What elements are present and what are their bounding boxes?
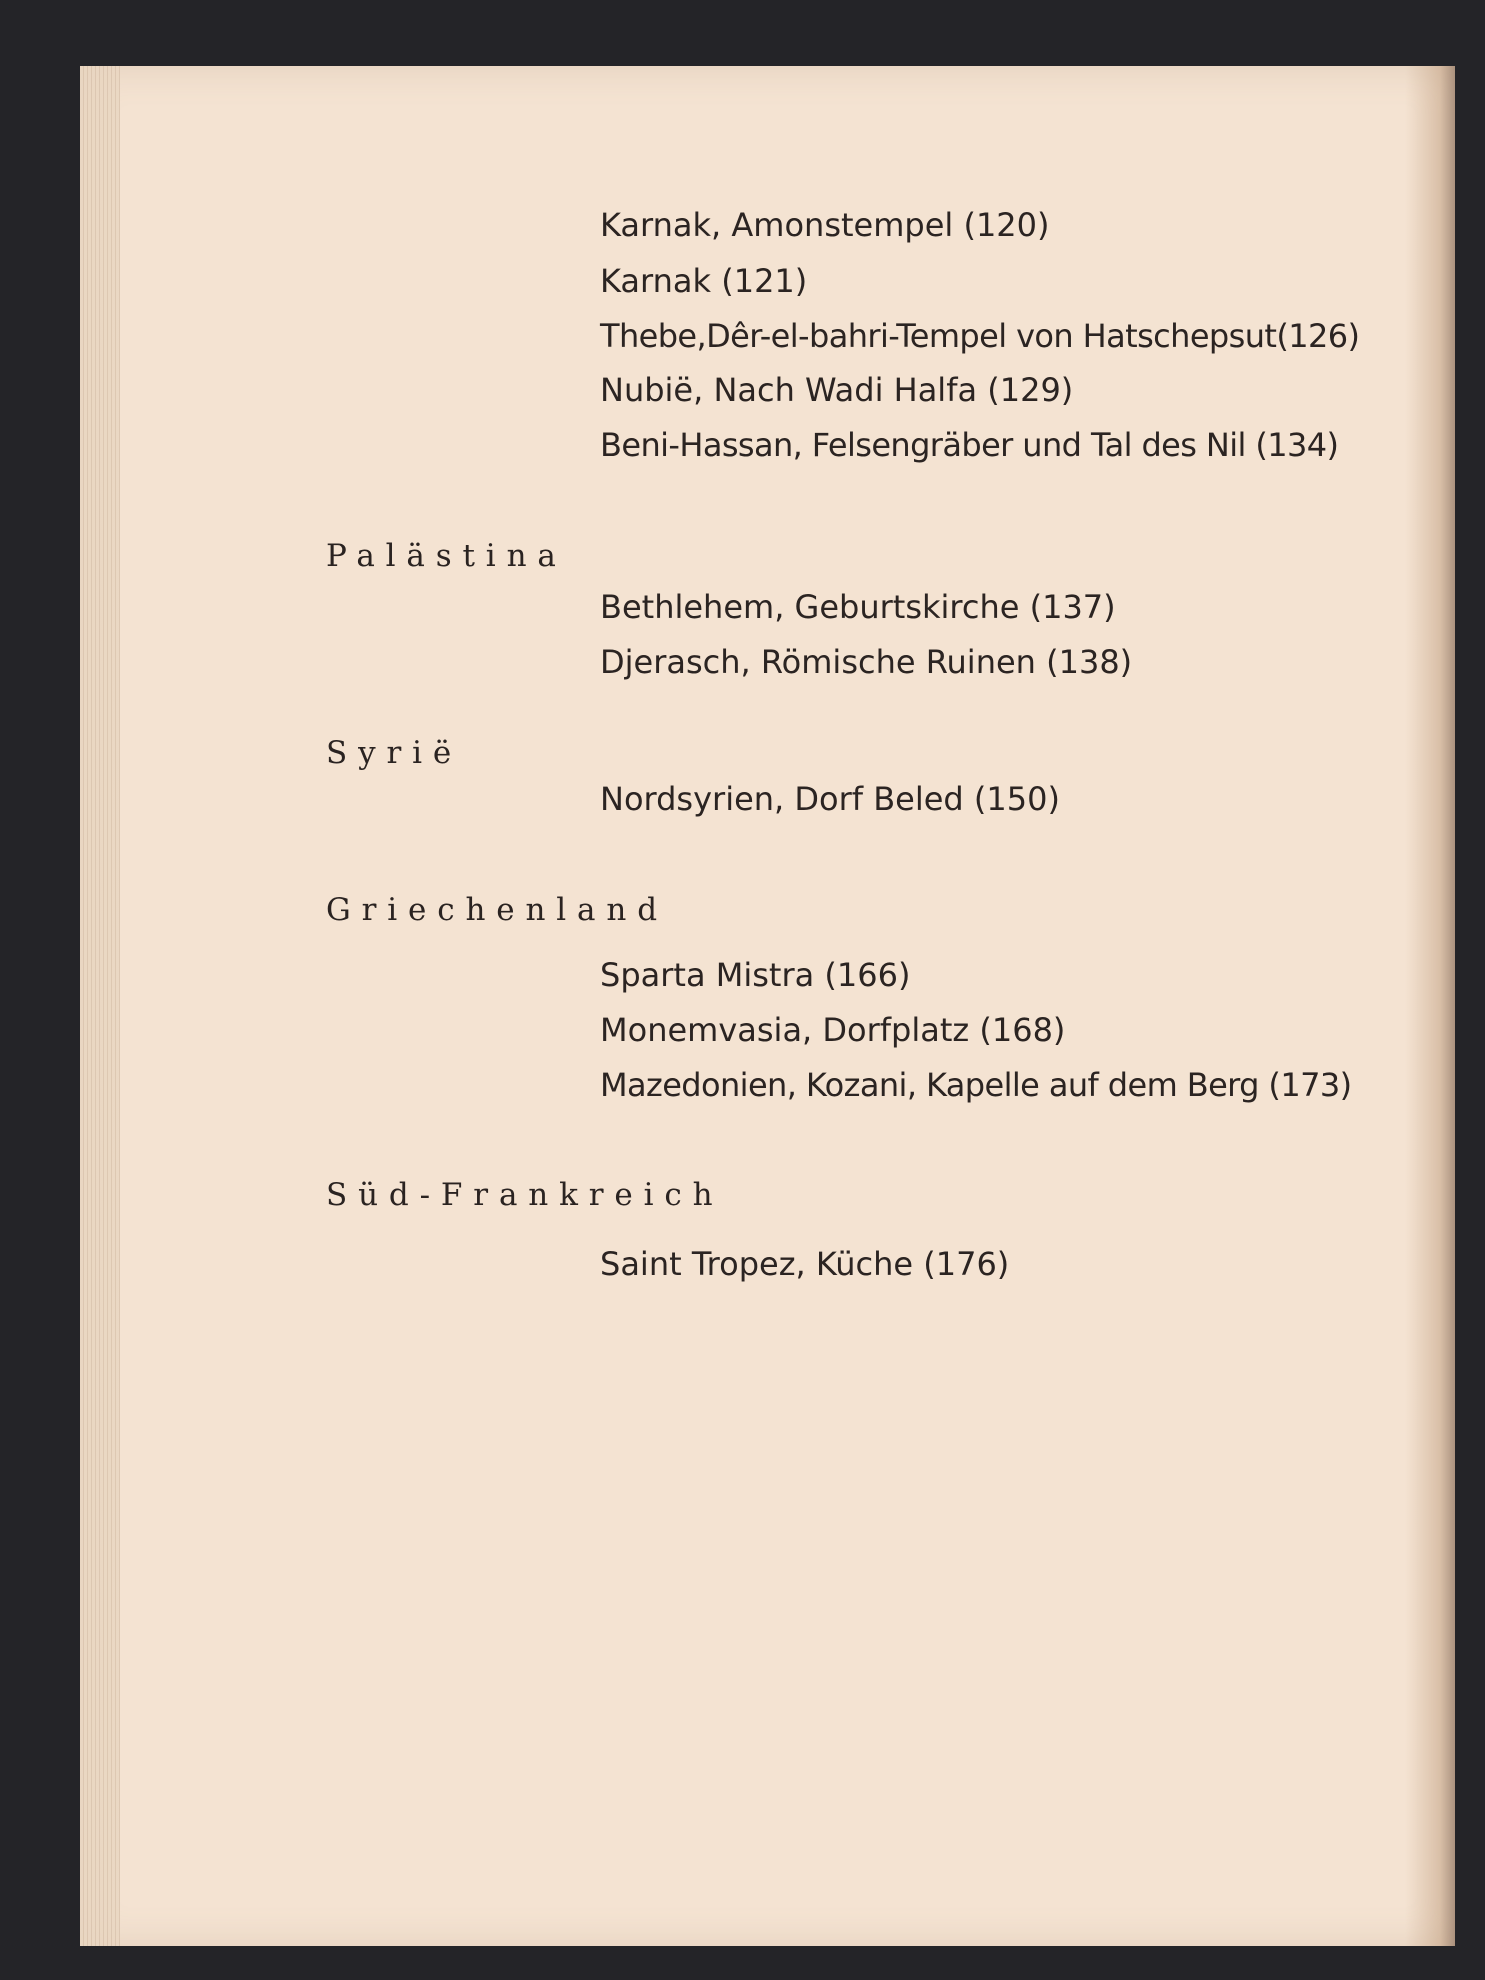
section-label-griechenland: Griechenland [326, 892, 668, 928]
bleed-through-texture [1090, 210, 1420, 1610]
entry-sparta-mistra: Sparta Mistra (166) [600, 956, 911, 994]
entry-karnak-amonstempel: Karnak, Amonstempel (120) [600, 206, 1050, 244]
entry-nubie-wadi-halfa: Nubië, Nach Wadi Halfa (129) [600, 371, 1074, 409]
section-label-sued-frankreich: Süd-Frankreich [326, 1177, 724, 1213]
entry-thebe-hatschepsut: Thebe,Dêr-el-bahri-Tempel von Hatschepsut(126) [600, 317, 1360, 355]
entry-beni-hassan: Beni-Hassan, Felsengräber und Tal des Nil (134) [600, 426, 1339, 464]
entry-mazedonien: Mazedonien, Kozani, Kapelle auf dem Berg (173) [600, 1066, 1352, 1104]
entry-karnak: Karnak (121) [600, 262, 808, 300]
entry-saint-tropez: Saint Tropez, Küche (176) [600, 1245, 1010, 1283]
section-label-syrie: Syrië [326, 735, 463, 771]
page-edges [80, 66, 120, 1946]
entry-bethlehem: Bethlehem, Geburtskirche (137) [600, 588, 1116, 626]
entry-nordsyrien: Nordsyrien, Dorf Beled (150) [600, 780, 1060, 818]
entry-djerasch: Djerasch, Römische Ruinen (138) [600, 643, 1133, 681]
entry-monemvasia: Monemvasia, Dorfplatz (168) [600, 1011, 1066, 1049]
section-label-palaestina: Palästina [326, 538, 567, 574]
